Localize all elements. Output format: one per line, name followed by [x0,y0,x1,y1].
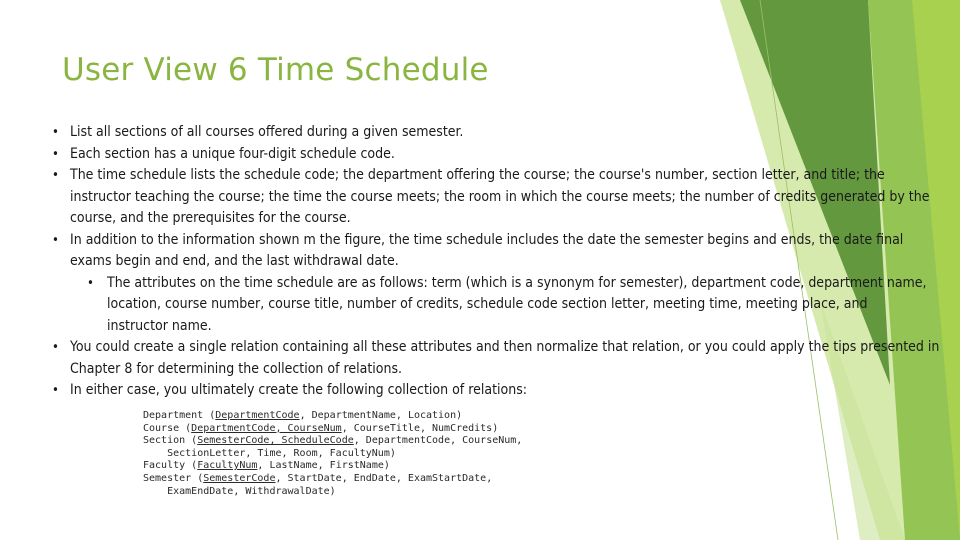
slide-title: User View 6 Time Schedule [62,52,489,88]
bullet-text: You could create a single relation containing all these attributes and then normalize that relation, or you could apply the tips presented in Chapter 8 for determining the collection of relations. [70,339,940,377]
primary-key: DepartmentCode, CourseNum [191,422,342,434]
bullet-item [0,122,940,144]
relation-faculty: Faculty (FacultyNum, LastName, FirstName) [143,460,390,472]
bullet-dot: • [52,125,59,140]
primary-key: SemesterCode [203,472,276,484]
primary-key: SemesterCode, ScheduleCode [197,435,354,447]
relation-semester-cont: ExamEndDate, WithdrawalDate) [167,485,336,497]
bullet-item [0,144,940,166]
primary-key: FacultyNum [197,460,258,472]
bullet-text: Each section has a unique four-digit schedule code. [70,145,395,162]
bullet-text: The time schedule lists the schedule code; the department offering the course; the course's number, section letter, and title; the instructor teaching the course; the time the course meets; the room in which the course meets; the number of credits generated by the course, and the prerequisites for the course. [70,167,930,226]
bullet-text: The attributes on the time schedule are as follows: term (which is a synonym for semester), department code, department name, location, course number, course title, number of credits, schedule code section letter, meeting time, meeting place, and instructor name. [107,274,927,334]
bullet-dot: • [52,340,59,355]
relation-section-cont: SectionLetter, Time, Room, FacultyNum) [167,447,396,459]
bullet-item [0,337,940,380]
bullet-dot: • [52,232,59,248]
relation-course: Course (DepartmentCode, CourseNum, CourseTitle, NumCredits) [143,422,499,434]
relation-semester: Semester (SemesterCode, StartDate, EndDate, ExamStartDate, [143,472,493,484]
bullet-text: In either case, you ultimately create the following collection of relations: [70,382,528,398]
sub-bullet-item [0,273,927,338]
bullet-list [0,122,960,402]
relations-schema [143,410,522,498]
bullet-dot: • [52,168,59,183]
bullet-dot: • [52,146,59,162]
relation-section: Section (SemesterCode, ScheduleCode, DepartmentCode, CourseNum, [143,435,523,447]
bullet-item [0,165,940,230]
bullet-dot: • [87,275,94,291]
bullet-text: In addition to the information shown m the figure, the time schedule includes the date the semester begins and ends, the date final exams begin and end, and the last withdrawal date. [70,231,904,269]
bullet-dot: • [52,383,59,398]
bullet-text: List all sections of all courses offered during a given semester. [70,124,464,140]
relation-department: Department (DepartmentCode, DepartmentName, Location) [143,410,463,421]
bullet-item [0,230,940,273]
bullet-item [0,380,940,402]
primary-key: DepartmentCode [215,410,300,421]
